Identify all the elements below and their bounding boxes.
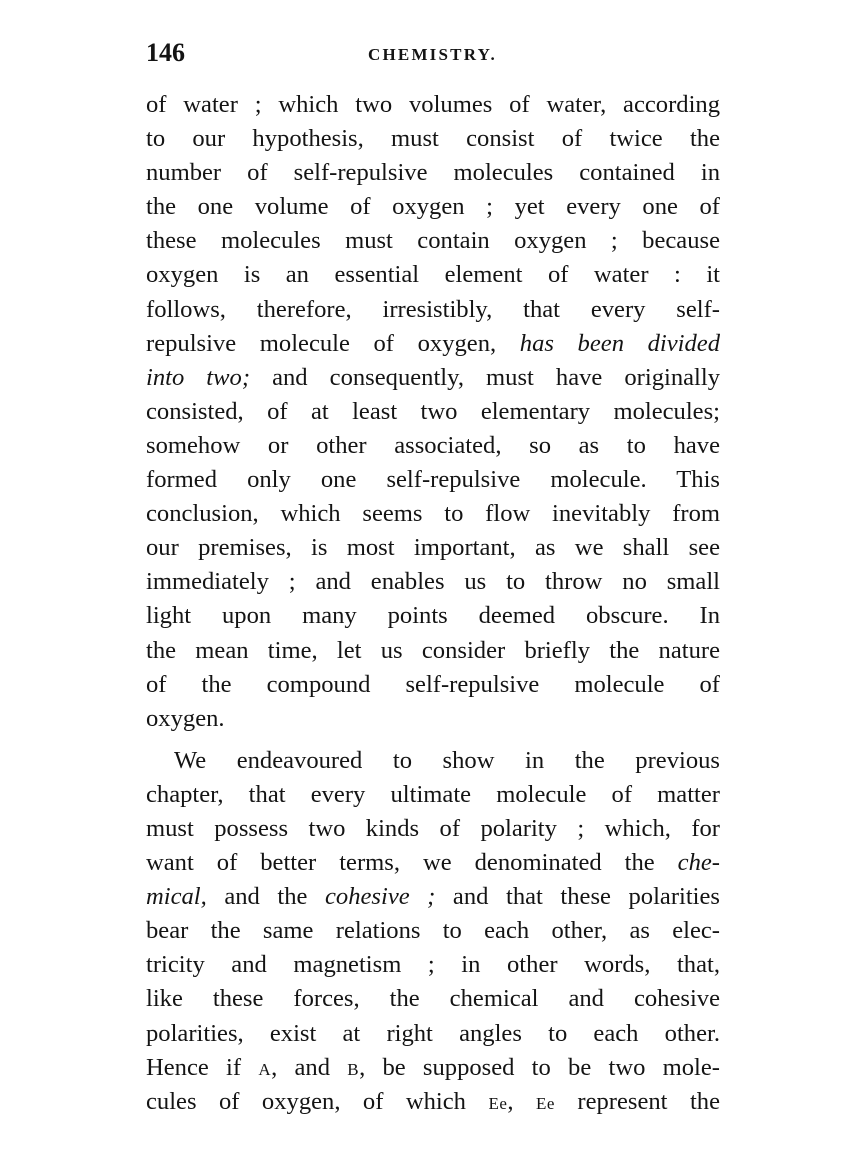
- text-line: of the compound self-repulsive molecule of: [146, 670, 720, 698]
- italic-run: into two;: [146, 363, 251, 391]
- text-run: want of better terms, we denominated the: [146, 849, 678, 877]
- text-line: the mean time, let us consider briefly the nature: [146, 636, 720, 664]
- text-line: of water ; which two volumes of water, according: [146, 91, 720, 118]
- text-line: [146, 361, 720, 395]
- text-line: conclusion, which seems to flow inevitably from: [146, 500, 720, 528]
- text-run: repulsive molecule of oxygen,: [146, 329, 520, 357]
- body-text: [146, 88, 720, 1119]
- text-line: [146, 1085, 720, 1119]
- text-run: and that these polarities: [435, 883, 720, 911]
- small-caps-symbol: A: [258, 1059, 272, 1079]
- paragraph-gap: [146, 736, 720, 744]
- italic-run: has been divided: [519, 329, 720, 357]
- text-line: these molecules must contain oxygen ; because: [146, 227, 720, 255]
- text-line: [146, 327, 720, 361]
- text-line: [146, 880, 720, 914]
- text-line: must possess two kinds of polarity ; which, for: [146, 814, 720, 842]
- text-line: [146, 1051, 720, 1085]
- italic-run: cohesive ;: [324, 883, 436, 911]
- text-line: chapter, that every ultimate molecule of matter: [146, 780, 720, 808]
- text-line: our premises, is most important, as we shall see: [146, 534, 720, 562]
- paragraph-first-line: We endeavoured to show in the previous: [174, 746, 720, 774]
- text-run: ,: [507, 1087, 536, 1115]
- text-line: bear the same relations to each other, as elec-: [146, 917, 720, 945]
- text-line: to our hypothesis, must consist of twice the: [146, 125, 720, 153]
- text-line: number of self-repulsive molecules contained in: [146, 159, 720, 187]
- small-caps-symbol: Ee: [535, 1093, 555, 1113]
- text-run: Hence if: [146, 1053, 259, 1081]
- text-run: represent the: [554, 1087, 720, 1115]
- running-title: CHEMISTRY.: [368, 45, 497, 64]
- text-run: and the: [206, 883, 325, 911]
- text-run: , and: [271, 1053, 348, 1081]
- running-head: [146, 38, 720, 78]
- italic-run: che-: [677, 849, 720, 877]
- text-line: the one volume of oxygen ; yet every one of: [146, 193, 720, 221]
- text-run: and consequently, must have originally: [250, 363, 720, 391]
- text-line: follows, therefore, irresistibly, that every self-: [146, 295, 720, 323]
- text-run: , be supposed to be two mole-: [359, 1053, 720, 1081]
- text-line: tricity and magnetism ; in other words, that,: [146, 951, 720, 979]
- text-line: light upon many points deemed obscure. In: [146, 602, 720, 630]
- page-number: 146: [146, 38, 185, 67]
- text-line: immediately ; and enables us to throw no small: [146, 568, 720, 596]
- text-line: formed only one self-repulsive molecule. This: [146, 466, 720, 494]
- text-line: consisted, of at least two elementary molecules;: [146, 397, 720, 425]
- text-line: somehow or other associated, so as to have: [146, 431, 720, 459]
- paragraph-last-line: oxygen.: [146, 704, 225, 732]
- small-caps-symbol: B: [347, 1059, 360, 1079]
- text-line: oxygen is an essential element of water : it: [146, 261, 720, 289]
- small-caps-symbol: Ee: [488, 1093, 508, 1113]
- italic-run: mical,: [146, 883, 207, 911]
- text-line: [146, 846, 720, 880]
- text-line: like these forces, the chemical and cohesive: [146, 985, 720, 1013]
- text-run: cules of oxygen, of which: [146, 1087, 489, 1115]
- text-line: polarities, exist at right angles to each other.: [146, 1019, 720, 1047]
